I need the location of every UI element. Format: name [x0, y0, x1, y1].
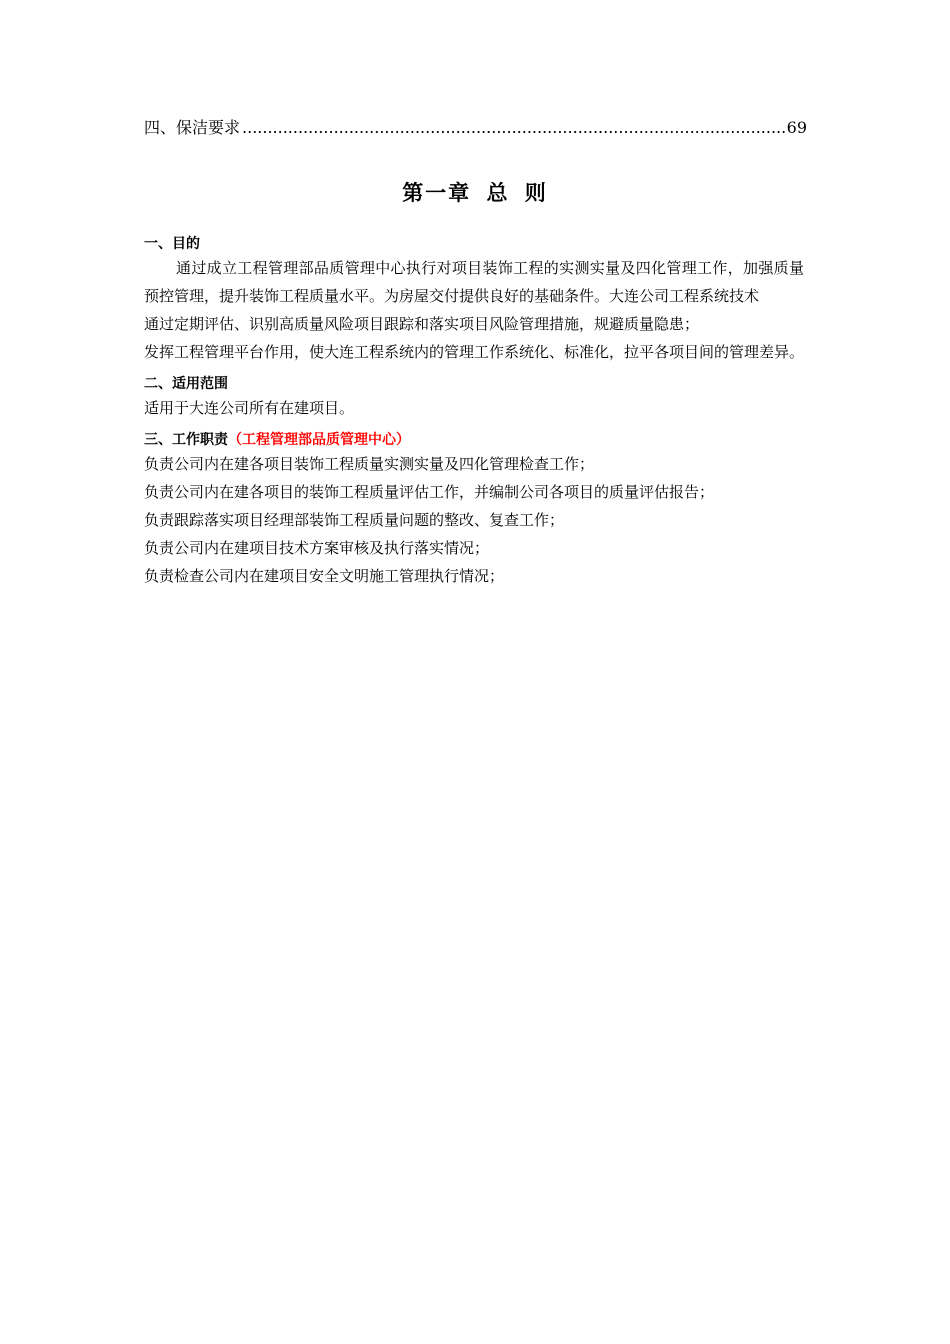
chapter-content — [144, 234, 804, 590]
toc-entry[interactable] — [144, 117, 807, 139]
duty-item: 负责公司内在建各项目装饰工程质量实测实量及四化管理检查工作； — [144, 455, 595, 473]
toc-leader-dots — [242, 117, 785, 139]
toc-entry-text: 四、保洁要求 — [144, 118, 241, 137]
duty-item: 负责跟踪落实项目经理部装饰工程质量问题的整改、复查工作； — [144, 511, 565, 529]
purpose-paragraph-1: 通过成立工程管理部品质管理中心执行对项目装饰工程的实测实量及四化管理工作，加强质量预控管理，提升装饰工程质量水平。为房屋交付提供良好的基础条件。大连公司工程系统技术 — [144, 259, 804, 305]
duty-item: 负责公司内在建各项目的装饰工程质量评估工作，并编制公司各项目的质量评估报告； — [144, 483, 715, 501]
section-duties — [144, 430, 804, 590]
duty-item: 负责公司内在建项目技术方案审核及执行落实情况； — [144, 539, 490, 557]
duty-item: 负责检查公司内在建项目安全文明施工管理执行情况； — [144, 567, 505, 585]
section-heading-duties — [144, 430, 804, 450]
chapter-title: 第一章 总 则 — [402, 181, 548, 205]
duties-heading-main: 三、工作职责 — [144, 432, 228, 448]
duties-heading-accent: （工程管理部品质管理中心） — [228, 432, 410, 448]
section-purpose — [144, 234, 804, 366]
purpose-paragraph-3: 发挥工程管理平台作用，使大连工程系统内的管理工作系统化、标准化，拉平各项目间的管理差异。 — [144, 343, 805, 361]
scope-line-1: 适用于大连公司所有在建项目。 — [144, 399, 355, 417]
section-heading-scope: 二、适用范围 — [144, 376, 228, 392]
purpose-line-2: 通过定期评估、识别高质量风险项目跟踪和落实项目风险管理措施，规避质量隐患； — [144, 315, 700, 333]
toc-entry-page: 69 — [786, 118, 807, 137]
section-heading-purpose: 一、目的 — [144, 236, 200, 252]
section-scope — [144, 374, 804, 422]
